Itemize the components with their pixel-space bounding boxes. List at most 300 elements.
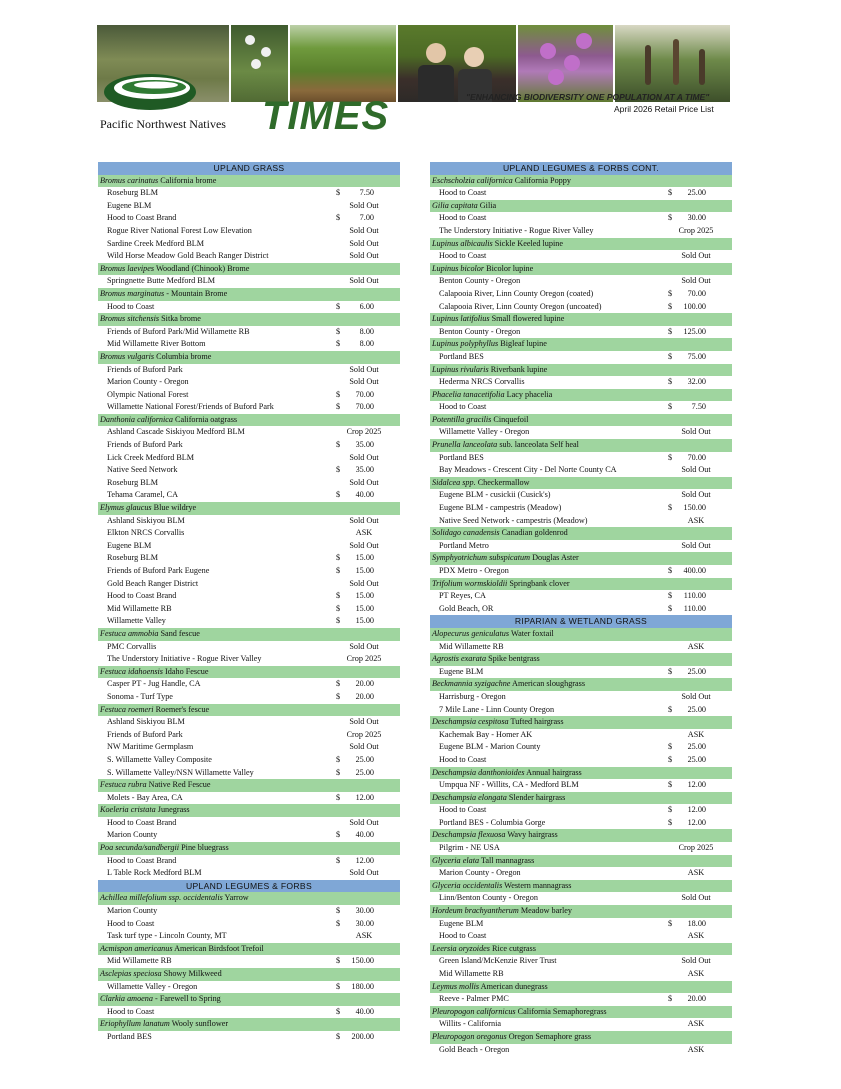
common-name: Sand fescue xyxy=(158,628,200,638)
source-name: Green Island/McKenzie River Trust xyxy=(439,956,557,966)
price: Sold Out xyxy=(349,238,379,248)
source-name: Portland Metro xyxy=(439,540,489,550)
source-name: Mid Willamette RB xyxy=(107,603,172,613)
source-name: Marion County - Oregon xyxy=(107,377,189,387)
scientific-name: Lupinus bicolor xyxy=(432,263,485,273)
source-name: Willamette Valley - Oregon xyxy=(439,427,530,437)
price: Sold Out xyxy=(349,477,379,487)
purple-flowers-photo xyxy=(518,25,614,102)
price: ASK xyxy=(687,729,705,739)
price: ASK xyxy=(687,641,705,651)
price-amount: 25.00 xyxy=(687,742,706,752)
currency-symbol: $ xyxy=(336,616,341,626)
source-row xyxy=(98,464,400,477)
scientific-name: Asclepias speciosa xyxy=(100,969,162,978)
source-row xyxy=(98,225,400,238)
price-amount: 200.00 xyxy=(351,1031,374,1041)
source-name: Eugene BLM xyxy=(107,200,152,210)
source-row xyxy=(98,981,400,994)
price-amount: 150.00 xyxy=(351,956,374,966)
species-row xyxy=(430,263,732,276)
scientific-name: Leersia oryzoides xyxy=(432,943,490,953)
price: ASK xyxy=(687,515,705,525)
scientific-name: Agrostis exarata xyxy=(432,654,487,664)
scientific-name: Festuca ammobia xyxy=(100,628,159,638)
source-row xyxy=(98,829,400,842)
price: Sold Out xyxy=(349,364,379,374)
source-name: Molets - Bay Area, CA xyxy=(107,792,183,802)
scientific-name: Phacelia tanacetifolia xyxy=(432,389,505,399)
price-amount: 150.00 xyxy=(683,503,706,513)
species-row xyxy=(98,842,400,855)
source-row xyxy=(430,817,732,830)
price: Sold Out xyxy=(349,540,379,550)
price-amount: 25.00 xyxy=(355,767,374,777)
source-name: Willamette Valley xyxy=(107,616,166,626)
source-name: Task turf type - Lincoln County, MT xyxy=(107,931,227,941)
source-name: S. Willamette Valley/NSN Willamette Valley xyxy=(107,767,254,777)
price: Sold Out xyxy=(681,956,711,966)
source-name: Friends of Buford Park xyxy=(107,729,183,739)
source-row xyxy=(430,691,732,704)
source-row xyxy=(430,250,732,263)
price-amount: 70.00 xyxy=(355,402,374,412)
currency-symbol: $ xyxy=(668,603,673,613)
price-amount: 25.00 xyxy=(687,188,706,198)
source-row xyxy=(430,741,732,754)
source-name: Ashland Siskiyou BLM xyxy=(107,515,185,525)
source-row xyxy=(98,741,400,754)
common-name: Blue wildrye xyxy=(151,503,197,513)
source-row xyxy=(98,515,400,528)
source-name: Hood to Coast xyxy=(439,213,487,223)
species-row xyxy=(98,892,400,905)
currency-symbol: $ xyxy=(668,288,673,298)
scientific-name: Lupinus polyphyllus xyxy=(432,339,499,349)
source-name: L Table Rock Medford BLM xyxy=(107,868,202,878)
source-name: Native Seed Network - campestris (Meadow) xyxy=(439,515,588,525)
source-name: Eugene BLM - campestris (Meadow) xyxy=(439,503,562,513)
common-name: Tufted hairgrass xyxy=(508,717,564,727)
species-row xyxy=(430,653,732,666)
source-row xyxy=(98,905,400,918)
source-name: Eugene BLM xyxy=(439,666,484,676)
scientific-name: Eriophyllum lanatum xyxy=(100,1019,170,1029)
species-row xyxy=(430,628,732,641)
price: Sold Out xyxy=(349,225,379,235)
common-name: Springbank clover xyxy=(507,578,570,588)
source-name: Lick Creek Medford BLM xyxy=(107,452,195,462)
source-name: PT Reyes, CA xyxy=(439,591,486,601)
scientific-name: Deschampsia elongata xyxy=(432,792,507,802)
common-name: California Semaphoregrass xyxy=(515,1006,607,1016)
price-amount: 30.00 xyxy=(355,918,374,928)
scientific-name: Danthonia californica xyxy=(100,414,173,424)
header xyxy=(0,0,841,160)
species-row xyxy=(430,716,732,729)
source-row xyxy=(98,1006,400,1019)
species-row xyxy=(430,981,732,994)
source-row xyxy=(98,578,400,591)
scientific-name: Lupinus latifolius xyxy=(432,314,490,324)
price: Sold Out xyxy=(349,717,379,727)
source-row xyxy=(98,590,400,603)
common-name: Water foxtail xyxy=(509,628,554,638)
currency-symbol: $ xyxy=(336,188,341,198)
species-row xyxy=(430,338,732,351)
source-row xyxy=(430,968,732,981)
source-name: Mid Willamette RB xyxy=(439,969,504,978)
source-name: Hood to Coast Brand xyxy=(107,591,177,601)
source-row xyxy=(430,779,732,792)
source-name: Hood to Coast Brand xyxy=(107,213,177,223)
source-name: NW Maritime Germplasm xyxy=(107,742,194,752)
common-name: Cinquefoil xyxy=(491,414,529,424)
species-row xyxy=(430,880,732,893)
source-row xyxy=(98,477,400,490)
price: Crop 2025 xyxy=(678,843,714,853)
currency-symbol: $ xyxy=(336,830,341,840)
species-row xyxy=(430,313,732,326)
source-row xyxy=(430,930,732,943)
common-name: Wavy hairgrass xyxy=(505,830,558,840)
price-amount: 15.00 xyxy=(355,616,374,626)
price-amount: 30.00 xyxy=(687,213,706,223)
price: Sold Out xyxy=(681,465,711,475)
source-row xyxy=(430,565,732,578)
price: Sold Out xyxy=(349,452,379,462)
price: Sold Out xyxy=(349,251,379,261)
scientific-name: Symphyotrichum subspicatum xyxy=(432,553,531,563)
currency-symbol: $ xyxy=(336,1031,341,1041)
source-row xyxy=(430,426,732,439)
species-row xyxy=(98,288,400,301)
price-amount: 8.00 xyxy=(359,339,374,349)
source-name: Hederma NRCS Corvallis xyxy=(439,377,525,387)
scientific-name: Beckmannia syzigachne xyxy=(432,679,511,689)
price-amount: 25.00 xyxy=(687,704,706,714)
species-row xyxy=(98,943,400,956)
source-name: Roseburg BLM xyxy=(107,188,159,198)
source-row xyxy=(98,389,400,402)
source-name: S. Willamette Valley Composite xyxy=(107,754,212,764)
source-row xyxy=(430,918,732,931)
currency-symbol: $ xyxy=(336,301,341,311)
currency-symbol: $ xyxy=(668,326,673,336)
species-row xyxy=(430,175,732,188)
left-price-column xyxy=(98,162,400,1044)
common-name: Pine bluegrass xyxy=(179,843,229,853)
price: Sold Out xyxy=(349,377,379,387)
price-amount: 15.00 xyxy=(355,566,374,575)
price: Sold Out xyxy=(349,817,379,827)
species-row xyxy=(98,175,400,188)
source-name: Willamette Valley - Oregon xyxy=(107,981,198,991)
source-row xyxy=(430,867,732,880)
common-name: Native Red Fescue xyxy=(146,780,211,790)
source-row xyxy=(98,552,400,565)
species-row xyxy=(98,779,400,792)
source-row xyxy=(98,527,400,540)
source-row xyxy=(430,301,732,314)
source-row xyxy=(430,641,732,654)
source-row xyxy=(430,540,732,553)
species-row xyxy=(98,414,400,427)
price-amount: 18.00 xyxy=(687,918,706,928)
scientific-name: Hordeum brachyantherum xyxy=(432,906,519,916)
currency-symbol: $ xyxy=(336,389,341,399)
price: ASK xyxy=(687,931,705,941)
source-name: Hood to Coast Brand xyxy=(107,855,177,865)
species-row xyxy=(430,414,732,427)
source-name: Springnette Butte Medford BLM xyxy=(107,276,216,286)
scientific-name: Trifolium wormskioldii xyxy=(432,578,508,588)
price: Sold Out xyxy=(681,276,711,286)
scientific-name: Deschampsia flexuosa xyxy=(432,830,506,840)
common-name: Riverbank lupine xyxy=(488,364,548,374)
species-row xyxy=(430,767,732,780)
price-amount: 125.00 xyxy=(683,326,706,336)
source-row xyxy=(98,691,400,704)
price: Sold Out xyxy=(681,691,711,701)
species-row xyxy=(98,263,400,276)
scientific-name: Elymus glaucus xyxy=(100,503,152,513)
common-name: Western mannagrass xyxy=(502,880,572,890)
source-row xyxy=(430,1018,732,1031)
price-amount: 15.00 xyxy=(355,603,374,613)
species-row xyxy=(430,943,732,956)
price: ASK xyxy=(687,1019,705,1029)
common-name: Meadow barley xyxy=(518,906,572,916)
source-name: Hood to Coast xyxy=(439,805,487,815)
source-row xyxy=(430,754,732,767)
source-row xyxy=(98,200,400,213)
species-row xyxy=(430,829,732,842)
price-amount: 30.00 xyxy=(355,906,374,916)
source-row xyxy=(430,489,732,502)
section-header: UPLAND LEGUMES & FORBS xyxy=(98,880,400,893)
source-row xyxy=(98,1031,400,1044)
scientific-name: Bromus sitchensis xyxy=(100,314,160,324)
scientific-name: Festuca idahoensis xyxy=(100,666,163,676)
source-row xyxy=(430,212,732,225)
price-amount: 7.50 xyxy=(691,402,706,412)
source-row xyxy=(98,653,400,666)
source-name: Mid Willamette River Bottom xyxy=(107,339,206,349)
common-name: Slender hairgrass xyxy=(506,792,566,802)
source-name: Rogue River National Forest Low Elevation xyxy=(107,225,252,235)
price-amount: 12.00 xyxy=(687,817,706,827)
source-row xyxy=(430,452,732,465)
currency-symbol: $ xyxy=(336,691,341,701)
price: Sold Out xyxy=(349,515,379,525)
scientific-name: Eschscholzia californica xyxy=(432,175,513,185)
currency-symbol: $ xyxy=(336,213,341,223)
scientific-name: Glyceria elata xyxy=(432,855,480,865)
price-amount: 400.00 xyxy=(683,566,706,575)
source-name: Ashland Cascade Siskiyou Medford BLM xyxy=(107,427,245,437)
common-name: Wooly sunflower xyxy=(169,1019,229,1029)
source-row xyxy=(98,716,400,729)
common-name: Oregon Semaphore grass xyxy=(506,1031,592,1041)
price-amount: 70.00 xyxy=(687,452,706,462)
source-row xyxy=(430,275,732,288)
seed-heads-photo xyxy=(615,25,730,102)
section-header: UPLAND LEGUMES & FORBS CONT. xyxy=(430,162,732,175)
source-name: Marion County xyxy=(107,906,158,916)
common-name: California brome xyxy=(158,175,217,185)
source-name: Kachemak Bay - Homer AK xyxy=(439,729,533,739)
species-row xyxy=(430,1031,732,1044)
source-name: Eugene BLM - Marion County xyxy=(439,742,541,752)
source-row xyxy=(98,729,400,742)
source-name: Sardine Creek Medford BLM xyxy=(107,238,205,248)
source-name: Friends of Buford Park xyxy=(107,440,183,450)
newsletter-title: TIMES xyxy=(262,94,390,138)
price-amount: 7.00 xyxy=(359,213,374,223)
source-name: Hood to Coast xyxy=(439,402,487,412)
price-amount: 40.00 xyxy=(355,490,374,500)
right-price-column xyxy=(430,162,732,1056)
currency-symbol: $ xyxy=(668,817,673,827)
price: Sold Out xyxy=(349,276,379,286)
field-rows-photo xyxy=(290,25,396,102)
species-row xyxy=(430,578,732,591)
price-amount: 12.00 xyxy=(687,805,706,815)
source-name: The Understory Initiative - Rogue River Valley xyxy=(107,654,262,664)
source-name: Mid Willamette RB xyxy=(439,641,504,651)
scientific-name: Deschampsia danthonioides xyxy=(432,767,525,777)
source-row xyxy=(98,376,400,389)
currency-symbol: $ xyxy=(336,792,341,802)
scientific-name: Koeleria cristata xyxy=(100,805,156,815)
source-row xyxy=(98,867,400,880)
price: Crop 2025 xyxy=(346,654,382,664)
price-amount: 32.00 xyxy=(687,377,706,387)
company-name: Pacific Northwest Natives xyxy=(100,117,226,131)
species-row xyxy=(98,804,400,817)
currency-symbol: $ xyxy=(336,981,341,991)
currency-symbol: $ xyxy=(668,566,673,575)
source-name: Eugene BLM xyxy=(107,540,152,550)
currency-symbol: $ xyxy=(336,906,341,916)
currency-symbol: $ xyxy=(668,402,673,412)
common-name: - Farewell to Spring xyxy=(153,994,221,1004)
source-name: Olympic National Forest xyxy=(107,389,189,399)
price: ASK xyxy=(355,528,373,538)
scientific-name: Glyceria occidentalis xyxy=(432,880,503,890)
source-row xyxy=(430,464,732,477)
currency-symbol: $ xyxy=(336,566,341,575)
currency-symbol: $ xyxy=(668,918,673,928)
price-amount: 6.00 xyxy=(359,301,374,311)
currency-symbol: $ xyxy=(668,754,673,764)
section-header: RIPARIAN & WETLAND GRASS xyxy=(430,615,732,628)
price: Sold Out xyxy=(349,200,379,210)
currency-symbol: $ xyxy=(668,805,673,815)
price-amount: 100.00 xyxy=(683,301,706,311)
price: Sold Out xyxy=(349,641,379,651)
scientific-name: Deschampsia cespitosa xyxy=(432,717,509,727)
source-name: Marion County - Oregon xyxy=(439,868,521,878)
price-amount: 70.00 xyxy=(355,389,374,399)
source-row xyxy=(98,364,400,377)
common-name: Gilia xyxy=(477,200,497,210)
source-row xyxy=(98,767,400,780)
currency-symbol: $ xyxy=(668,188,673,198)
price: Sold Out xyxy=(681,540,711,550)
currency-symbol: $ xyxy=(336,855,341,865)
source-name: Willamette National Forest/Friends of Buford Park xyxy=(107,402,274,412)
common-name: sub. lanceolata Self heal xyxy=(497,440,579,450)
price: Crop 2025 xyxy=(346,729,382,739)
source-name: Harrisburg - Oregon xyxy=(439,691,506,701)
price-amount: 20.00 xyxy=(355,691,374,701)
currency-symbol: $ xyxy=(336,754,341,764)
price-amount: 15.00 xyxy=(355,553,374,563)
species-row xyxy=(430,477,732,490)
source-row xyxy=(98,301,400,314)
source-row xyxy=(98,918,400,931)
price-amount: 40.00 xyxy=(355,1006,374,1016)
price-amount: 35.00 xyxy=(355,440,374,450)
common-name: Bicolor lupine xyxy=(484,263,534,273)
source-row xyxy=(430,1044,732,1057)
species-row xyxy=(430,552,732,565)
species-row xyxy=(430,527,732,540)
price-amount: 12.00 xyxy=(687,780,706,790)
source-row xyxy=(98,817,400,830)
source-name: Wild Horse Meadow Gold Beach Ranger District xyxy=(107,251,269,261)
species-row xyxy=(430,364,732,377)
species-row xyxy=(430,238,732,251)
currency-symbol: $ xyxy=(668,452,673,462)
source-row xyxy=(430,515,732,528)
scientific-name: Clarkia amoena xyxy=(100,994,153,1004)
source-name: Calapooia River, Linn County Oregon (coated) xyxy=(439,288,594,298)
scientific-name: Poa secunda/sandbergii xyxy=(100,843,180,853)
source-name: Gold Beach - Oregon xyxy=(439,1044,510,1054)
common-name: Douglas Aster xyxy=(530,553,579,563)
source-row xyxy=(430,502,732,515)
source-row xyxy=(98,754,400,767)
common-name: Small flowered lupine xyxy=(489,314,565,324)
species-row xyxy=(98,1018,400,1031)
source-row xyxy=(430,842,732,855)
price-amount: 180.00 xyxy=(351,981,374,991)
species-row xyxy=(98,351,400,364)
common-name: Showy Milkweed xyxy=(161,969,222,978)
species-row xyxy=(430,792,732,805)
price-amount: 7.50 xyxy=(359,188,374,198)
source-name: Bay Meadows - Crescent City - Del Norte County CA xyxy=(439,465,617,475)
currency-symbol: $ xyxy=(336,918,341,928)
species-row xyxy=(430,1006,732,1019)
currency-symbol: $ xyxy=(336,402,341,412)
source-name: PMC Corvallis xyxy=(107,641,157,651)
source-row xyxy=(430,187,732,200)
source-row xyxy=(98,212,400,225)
currency-symbol: $ xyxy=(336,1006,341,1016)
scientific-name: Bromus vulgaris xyxy=(100,351,155,361)
source-name: Hood to Coast xyxy=(107,918,155,928)
source-name: Native Seed Network xyxy=(107,465,178,475)
common-name: Canadian goldenrod xyxy=(499,528,568,538)
price: Sold Out xyxy=(349,578,379,588)
scientific-name: Alopecurus geniculatus xyxy=(432,628,510,638)
source-name: Elkton NRCS Corvallis xyxy=(107,528,185,538)
currency-symbol: $ xyxy=(668,994,673,1004)
